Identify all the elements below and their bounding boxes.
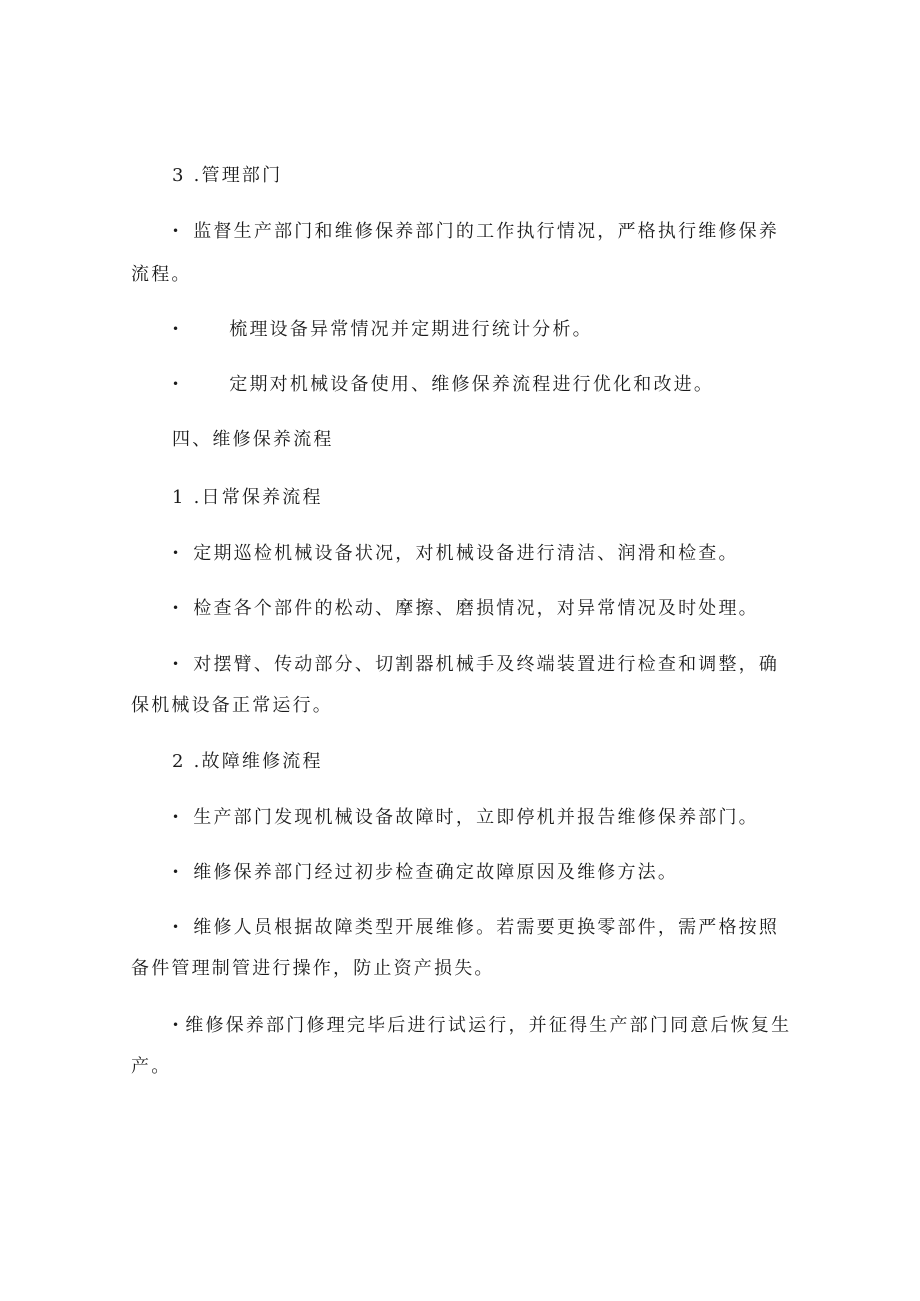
list-item-text: 梳理设备异常情况并定期进行统计分析。 [229, 319, 593, 340]
list-item-text: 对摆臂、传动部分、切割器机械手及终端装置进行检查和调整，确 [193, 654, 780, 675]
bullet-icon: • [172, 865, 182, 879]
section-3-heading: 3 .管理部门 [172, 165, 283, 186]
bullet-icon: • [172, 601, 182, 615]
section-4-heading: 四、维修保养流程 [172, 429, 334, 450]
bullet-icon: • [172, 224, 182, 238]
list-item-text: 生产部门发现机械设备故障时，立即停机并报告维修保养部门。 [193, 807, 759, 828]
list-item [172, 541, 739, 566]
list-item-continuation: 保机械设备正常运行。 [131, 695, 333, 716]
list-item-text: 检查各个部件的松动、摩擦、磨损情况，对异常情况及时处理。 [193, 598, 759, 619]
list-item [172, 805, 759, 830]
list-item [172, 219, 779, 244]
list-item [172, 596, 759, 621]
bullet-icon: • [172, 920, 182, 934]
list-item-continuation: 备件管理制管进行操作，防止资产损失。 [131, 958, 495, 979]
list-item [172, 317, 593, 342]
bullet-icon: • [172, 810, 182, 824]
subsection-2-heading: 2 .故障维修流程 [172, 751, 323, 772]
list-item [172, 860, 678, 885]
bullet-icon: • [172, 1018, 182, 1032]
list-item-text: 监督生产部门和维修保养部门的工作执行情况，严格执行维修保养 [193, 221, 780, 242]
bullet-icon: • [172, 546, 182, 560]
subsection-1-heading: 1 .日常保养流程 [172, 487, 323, 508]
bullet-icon: • [172, 377, 182, 391]
list-item-text: 维修保养部门经过初步检查确定故障原因及维修方法。 [193, 862, 679, 883]
list-item-text: 定期对机械设备使用、维修保养流程进行优化和改进。 [229, 374, 715, 395]
list-item-continuation: 产。 [131, 1056, 172, 1077]
list-item-text: 维修保养部门修理完毕后进行试运行，并征得生产部门同意后恢复生 [185, 1015, 792, 1036]
bullet-icon: • [172, 322, 182, 336]
list-item-continuation: 流程。 [131, 264, 192, 285]
list-item-text: 维修人员根据故障类型开展维修。若需要更换零部件，需严格按照 [193, 917, 780, 938]
list-item [172, 1013, 791, 1038]
bullet-icon: • [172, 657, 182, 671]
list-item-text: 定期巡检机械设备状况，对机械设备进行清洁、润滑和检查。 [193, 543, 739, 564]
list-item [172, 652, 779, 677]
list-item [172, 372, 714, 397]
list-item [172, 915, 779, 940]
